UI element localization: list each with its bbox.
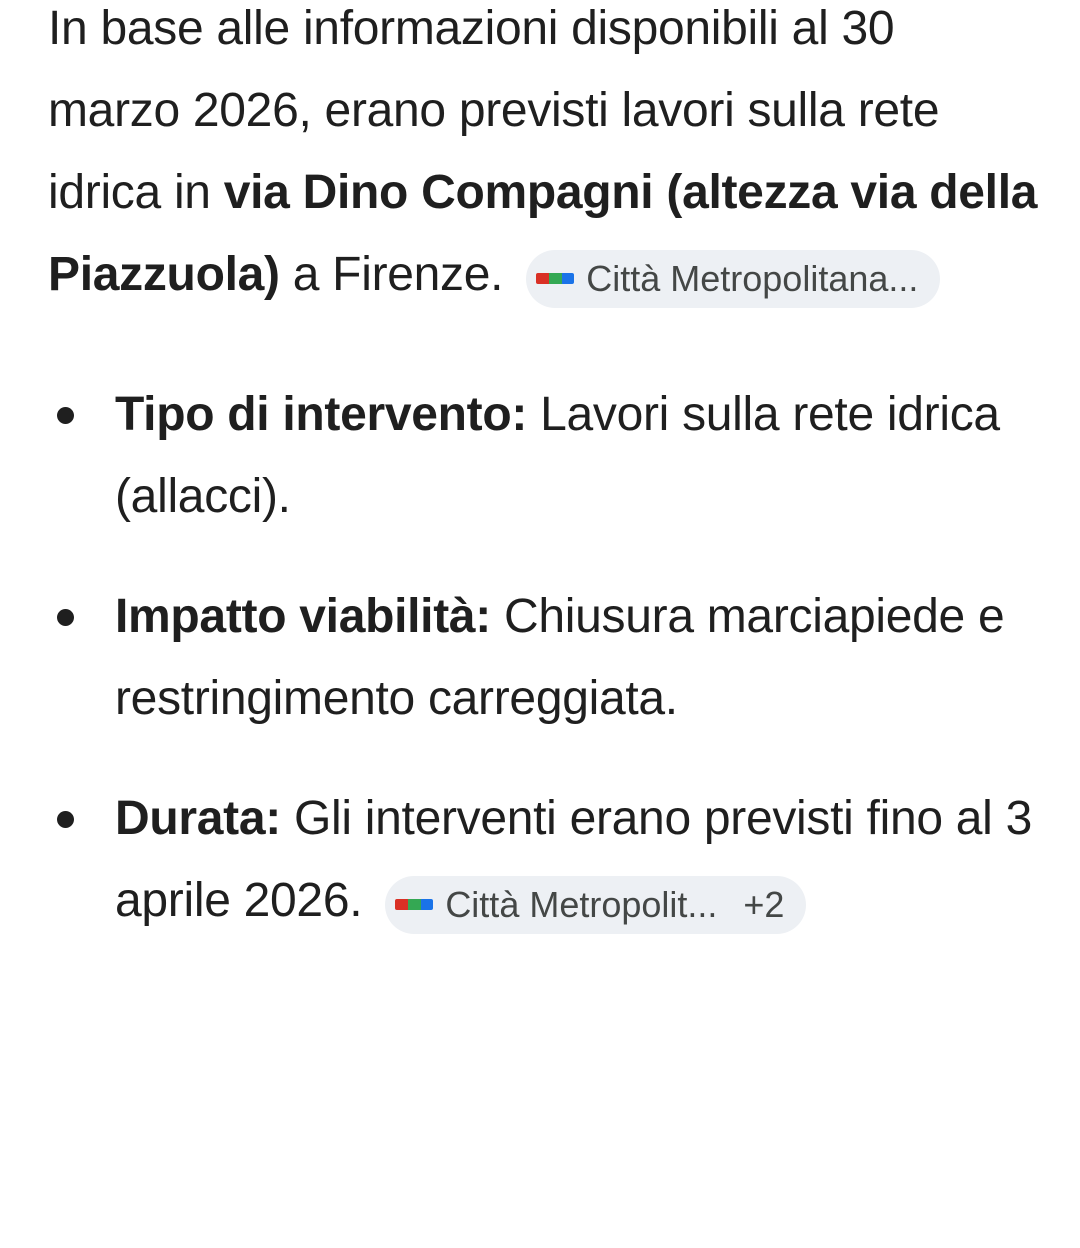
item-label: Impatto viabilità: <box>115 590 491 643</box>
source-chip[interactable] <box>526 250 940 308</box>
item-text: Gli interventi erano previsti fino al 3 aprile 2026. <box>115 792 1032 927</box>
item-text: Lavori sulla rete idrica (allacci). <box>115 388 1000 523</box>
bullet-icon <box>57 407 74 424</box>
intro-paragraph <box>48 0 1038 316</box>
details-list <box>48 374 1038 942</box>
item-label: Tipo di intervento: <box>115 388 528 441</box>
bullet-icon <box>57 609 74 626</box>
source-logo-icon <box>395 899 433 910</box>
list-item <box>48 576 1038 740</box>
item-text: Chiusura marciapiede e restringimento carreggiata. <box>115 590 1005 725</box>
source-chip[interactable] <box>385 876 806 934</box>
source-chip-label: Città Metropolitana... <box>586 257 919 299</box>
list-item <box>48 374 1038 538</box>
source-chip-label: Città Metropolit... <box>445 883 718 925</box>
list-item <box>48 778 1038 942</box>
bullet-icon <box>57 811 74 828</box>
source-logo-icon <box>536 273 574 284</box>
intro-text: In base alle informazioni disponibili al 30 marzo 2026, erano previsti lavori sulla rete idrica in <box>48 2 940 219</box>
intro-text-end: a Firenze. <box>279 248 504 301</box>
more-sources-count: +2 <box>743 883 785 925</box>
intro-location: via Dino Compagni (altezza via della Piazzuola) <box>48 166 1038 301</box>
item-label: Durata: <box>115 792 281 845</box>
ai-answer <box>48 0 1038 980</box>
